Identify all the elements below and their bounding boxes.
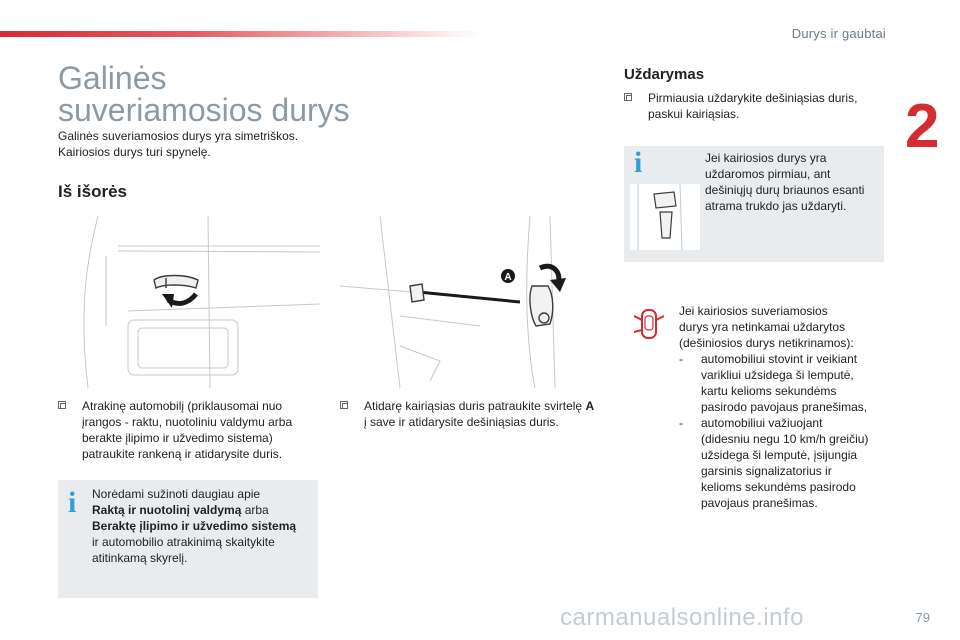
info-line: Jei kairiosios durys yra	[705, 151, 827, 165]
door-open-warning-icon	[632, 308, 666, 342]
warning-line: Jei kairiosios suveriamosios	[679, 304, 828, 318]
warning-item-line: užsidega ši lemputė, įsijungia	[701, 448, 858, 462]
lever-a-illustration	[340, 216, 602, 388]
intro-line-2: Kairiosios durys turi spynelę.	[58, 145, 211, 159]
info-box-closing	[624, 146, 884, 262]
warning-item-line: varikliui užsidega ši lemputė,	[701, 368, 854, 382]
bullet-arrow-icon	[340, 401, 348, 409]
step-line: Pirmiausia uždarykite dešiniąsias duris,	[648, 91, 858, 105]
info-text	[92, 486, 314, 566]
page-title	[58, 62, 350, 126]
info-line: atitinkamą skyrelį.	[92, 551, 188, 565]
info-icon: i	[634, 146, 643, 179]
warning-item-line: kartu kelioms sekundėms	[701, 384, 837, 398]
step-line	[364, 398, 610, 414]
warning-item-line: - automobiliui važiuojant	[701, 416, 823, 430]
info-line: uždaromos pirmiau, ant	[705, 167, 831, 181]
info-text-rest: arba	[241, 503, 269, 517]
title-line-1: Galinės	[58, 60, 167, 96]
label-a: A	[504, 272, 512, 283]
step-open-handle	[58, 398, 328, 462]
door-handle-illustration	[58, 216, 320, 388]
warning-item-driving	[679, 415, 889, 511]
info-text	[705, 150, 881, 214]
subheading-outside: Iš išorės	[58, 182, 127, 201]
warning-item-line: pavojaus pranešimas.	[701, 496, 818, 510]
info-line	[92, 502, 314, 518]
info-line	[92, 518, 314, 534]
watermark: carmanualsonline.info	[560, 604, 804, 631]
door-stop-illustration	[630, 184, 700, 250]
warning-item-line: (didesniu negu 10 km/h greičiu)	[701, 432, 869, 446]
warning-line: durys yra netinkamai uždarytos	[679, 320, 846, 334]
info-box-key	[58, 480, 318, 598]
info-line: dešiniųjų durų briaunos esanti	[705, 183, 865, 197]
info-link-keyless: Beraktę įlipimo ir užvedimo sistemą	[92, 519, 297, 533]
chapter-number: 2	[905, 92, 940, 161]
step-bold: A	[585, 399, 595, 413]
intro-line-1: Galinės suveriamosios durys yra simetriškos.	[58, 129, 299, 143]
step-line: berakte įlipimo ir užvedimo sistema)	[82, 431, 273, 445]
step-line: įrangos - raktu, nuotoliniu valdymu arba	[82, 415, 293, 429]
title-line-2: suveriamosios durys	[58, 92, 350, 128]
section-title: Durys ir gaubtai	[791, 26, 886, 41]
warning-line: (dešiniosios durys netikrinamos):	[679, 336, 854, 350]
warning-item-line: kelioms sekundėms pasirodo	[701, 480, 856, 494]
bullet-arrow-icon	[624, 93, 632, 101]
top-accent-bar	[0, 31, 480, 37]
step-text: Atidarę kairiąsias duris patraukite svirtelę	[364, 399, 586, 413]
warning-item-line: garsinis signalizatorius ir	[701, 464, 832, 478]
step-closing	[624, 90, 884, 122]
step-open-lever	[340, 398, 610, 430]
warning-item-line: - automobiliui stovint ir veikiant	[701, 352, 858, 366]
subheading-closing: Uždarymas	[624, 66, 705, 83]
warning-item-stationary	[679, 351, 889, 415]
info-icon: i	[68, 486, 77, 519]
info-line: ir automobilio atrakinimą skaitykite	[92, 535, 275, 549]
info-link-key: Raktą ir nuotolinį valdymą	[92, 503, 242, 517]
step-line: į save ir atidarysite dešiniąsias duris.	[364, 415, 559, 429]
info-line: atrama trukdo jas uždaryti.	[705, 199, 847, 213]
step-line: paskui kairiąsias.	[648, 107, 740, 121]
step-line: Atrakinę automobilį (priklausomai nuo	[82, 399, 283, 413]
page-number: 79	[915, 610, 930, 625]
step-line: patraukite rankeną ir atidarysite duris.	[82, 447, 283, 461]
warning-text	[679, 303, 889, 511]
info-line: Norėdami sužinoti daugiau apie	[92, 487, 261, 501]
bullet-arrow-icon	[58, 401, 66, 409]
warning-item-line: pasirodo pavojaus pranešimas,	[701, 400, 868, 414]
intro-text	[58, 128, 298, 160]
